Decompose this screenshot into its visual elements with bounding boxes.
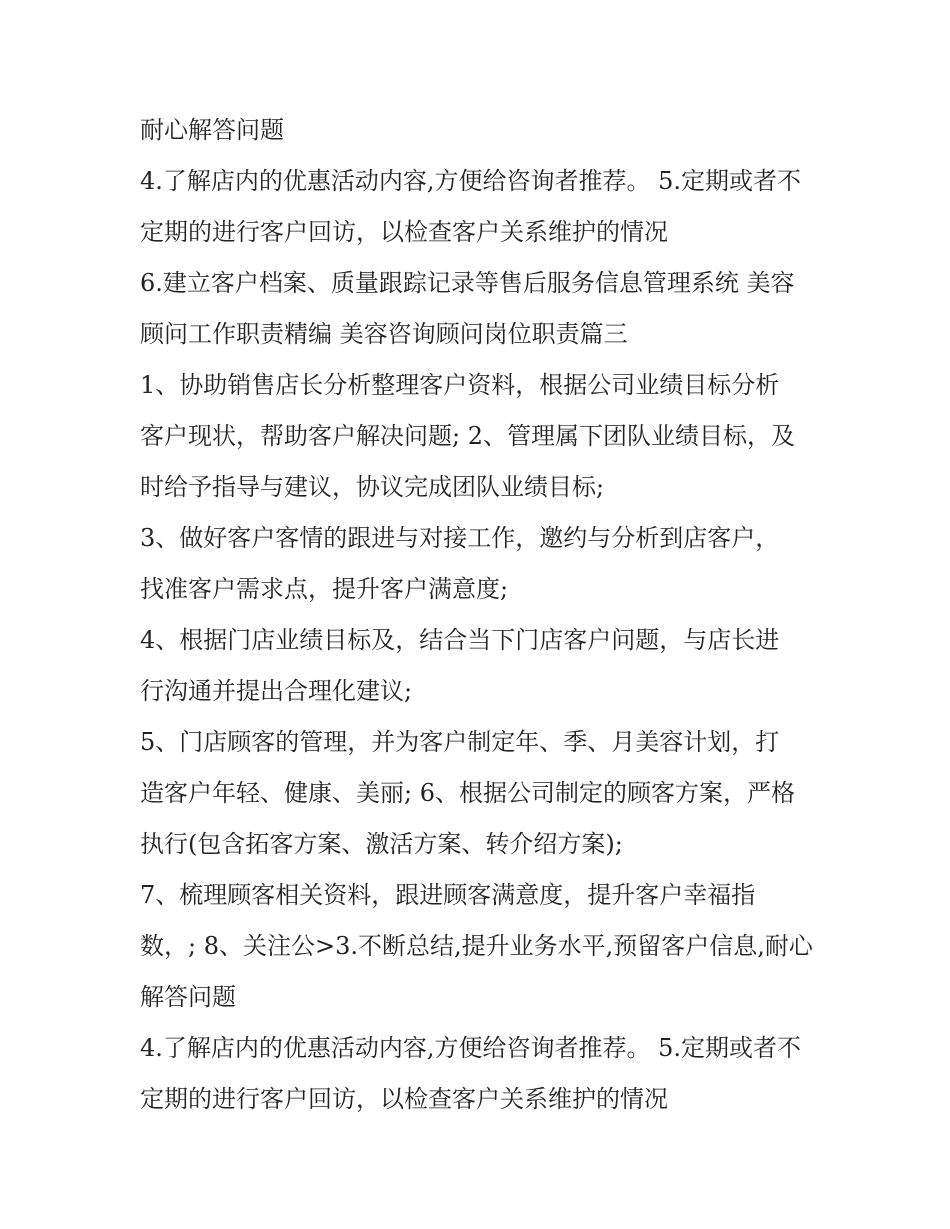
text-line-12: 行沟通并提出合理化建议; — [140, 677, 413, 705]
text-line-19: 4.了解店内的优惠活动内容,方便给咨询者推荐。 5.定期或者不 — [140, 1034, 802, 1062]
text-line-10: 找准客户需求点，提升客户满意度; — [140, 575, 509, 603]
text-line-20: 定期的进行客户回访，以检查客户关系维护的情况 — [140, 1085, 668, 1113]
text-line-14: 造客户年轻、健康、美丽; 6、根据公司制定的顾客方案，严格 — [140, 779, 795, 807]
text-line-7: 客户现状，帮助客户解决问题; 2、管理属下团队业绩目标，及 — [140, 422, 795, 450]
document-body — [140, 105, 820, 1125]
text-line-8: 时给予指导与建议，协议完成团队业绩目标; — [140, 473, 605, 501]
text-line-16: 7、梳理顾客相关资料，跟进顾客满意度，提升客户幸福指 — [140, 881, 756, 909]
text-line-3: 定期的进行客户回访，以检查客户关系维护的情况 — [140, 218, 668, 246]
text-line-15: 执行(包含拓客方案、激活方案、转介绍方案); — [140, 830, 623, 858]
text-line-13: 5、门店顾客的管理，并为客户制定年、季、月美容计划，打 — [140, 728, 780, 756]
text-line-6: 1、协助销售店长分析整理客户资料，根据公司业绩目标分析 — [140, 371, 780, 399]
text-line-5: 顾问工作职责精编 美容咨询顾问岗位职责篇三 — [140, 320, 628, 348]
text-line-1: 耐心解答问题 — [140, 116, 284, 144]
text-line-4: 6.建立客户档案、质量跟踪记录等售后服务信息管理系统 美容 — [140, 269, 795, 297]
text-line-9: 3、做好客户客情的跟进与对接工作，邀约与分析到店客户， — [140, 524, 780, 552]
text-line-17: 数，; 8、关注公>3.不断总结,提升业务水平,预留客户信息,耐心 — [140, 932, 813, 960]
text-line-2: 4.了解店内的优惠活动内容,方便给咨询者推荐。 5.定期或者不 — [140, 167, 802, 195]
text-line-11: 4、根据门店业绩目标及，结合当下门店客户问题，与店长进 — [140, 626, 780, 654]
text-line-18: 解答问题 — [140, 983, 236, 1011]
